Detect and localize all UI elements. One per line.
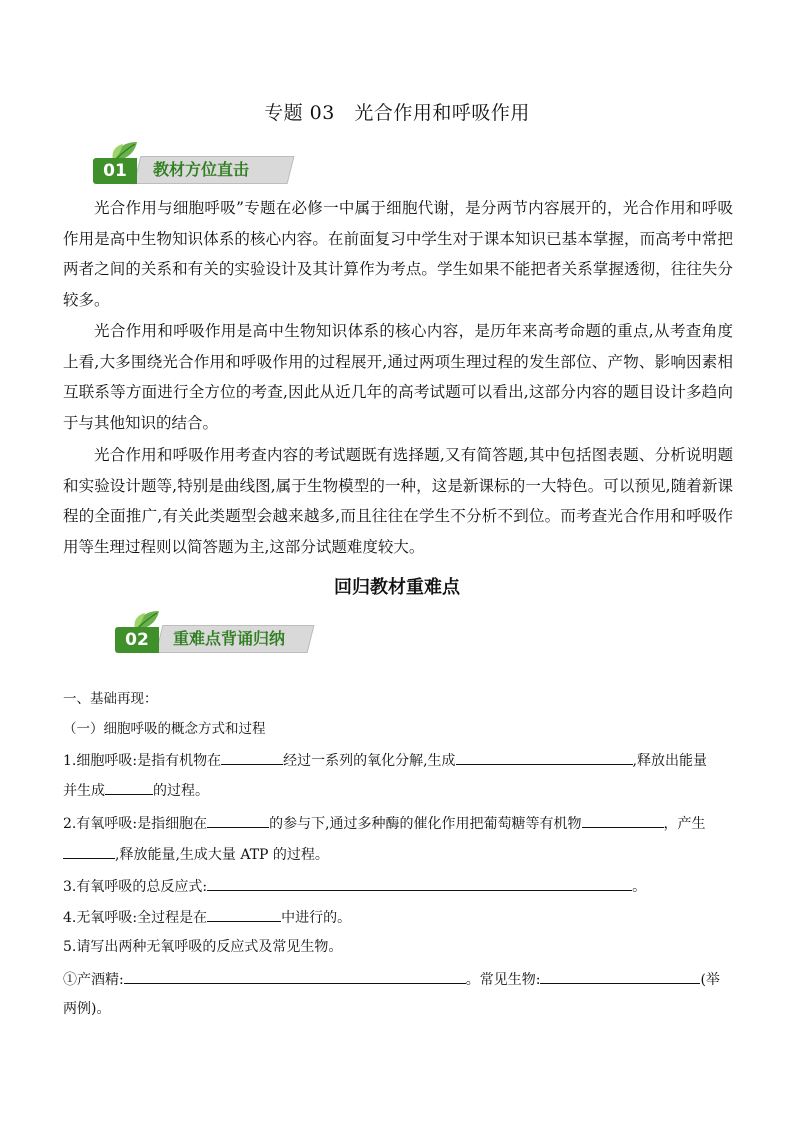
answer-blank[interactable] bbox=[207, 905, 281, 922]
question-2-line-1 bbox=[63, 811, 706, 833]
answer-blank[interactable] bbox=[207, 811, 269, 828]
q2-text-c: ，产生 bbox=[663, 816, 706, 832]
answer-blank[interactable] bbox=[456, 748, 633, 765]
question-2-line-2 bbox=[63, 842, 329, 864]
q5-item1-text-a: ①产酒精: bbox=[63, 972, 124, 988]
question-1-line-1 bbox=[63, 748, 707, 770]
answer-blank[interactable] bbox=[540, 967, 700, 984]
section-badge-01 bbox=[93, 152, 303, 186]
answer-blank[interactable] bbox=[63, 842, 115, 859]
q2-text-b: 的参与下,通过多种酶的催化作用把葡萄糖等有机物 bbox=[269, 816, 582, 832]
q1-text-c: ,释放出能量 bbox=[632, 753, 707, 769]
q2-text-d: ,释放能量,生成大量 ATP 的过程。 bbox=[115, 847, 329, 863]
q1-text-d: 并生成 bbox=[63, 783, 105, 799]
q3-text-b: 。 bbox=[632, 879, 647, 895]
q1-text-a: 1.细胞呼吸:是指有机物在 bbox=[63, 753, 222, 769]
q5-item1-text-b: 。常见生物: bbox=[465, 972, 541, 988]
q3-text-a: 3.有氧呼吸的总反应式: bbox=[63, 879, 208, 895]
q5-item1-text-c: (举 bbox=[700, 972, 720, 988]
question-3 bbox=[63, 874, 646, 896]
answer-blank[interactable] bbox=[207, 874, 632, 891]
intro-paragraph-2: 光合作用和呼吸作用是高中生物知识体系的核心内容，是历年来高考命题的重点,从考查角度上看,大多围绕光合作用和呼吸作用的过程展开,通过两项生理过程的发生部位、产物、影响因素相互联系等方面进行全方位的考查,因此从近几年的高考试题可以看出,这部分内容的题目设计多趋向于与其他知识的结合。 bbox=[63, 322, 733, 432]
question-4 bbox=[63, 905, 351, 927]
answer-blank[interactable] bbox=[124, 967, 466, 984]
q4-text-a: 4.无氧呼吸:全过程是在 bbox=[63, 910, 208, 926]
badge-number: 02 bbox=[115, 627, 159, 653]
intro-paragraph-1: 光合作用与细胞呼吸”专题在必修一中属于细胞代谢，是分两节内容展开的，光合作用和呼吸作用是高中生物知识体系的核心内容。在前面复习中学生对于课本知识已基本掌握，而高考中常把两者之间的关系和有关的实验设计及其计算作为考点。学生如果不能把者关系掌握透彻，往往失分较多。 bbox=[63, 199, 733, 309]
question-5-item-1-cont: 两例)。 bbox=[63, 1001, 111, 1017]
section-badge-02 bbox=[115, 621, 315, 655]
document-title: 专题 03 光合作用和呼吸作用 bbox=[264, 102, 530, 124]
badge-label: 教材方位直击 bbox=[153, 160, 250, 179]
intro-paragraph-3: 光合作用和呼吸作用考查内容的考试题既有选择题,又有简答题,其中包括图表题、分析说明题和实验设计题等,特别是曲线图,属于生物模型的一种，这是新课标的一大特色。可以预见,随着新课程的全面推广,有关此类题型会越来越多,而且往往在学生不分析不到位。而考查光合作用和呼吸作用等生理过程则以简答题为主,这部分试题难度较大。 bbox=[63, 446, 733, 556]
q4-text-b: 中进行的。 bbox=[281, 910, 352, 926]
question-1-line-2 bbox=[63, 778, 209, 800]
question-5: 5.请写出两种无氧呼吸的反应式及常见生物。 bbox=[63, 939, 343, 955]
answer-blank[interactable] bbox=[221, 748, 283, 765]
q2-text-a: 2.有氧呼吸:是指细胞在 bbox=[63, 816, 208, 832]
badge-label: 重难点背诵归纳 bbox=[173, 629, 286, 648]
section-heading: 回归教材重难点 bbox=[334, 577, 460, 598]
q1-text-b: 经过一系列的氧化分解,生成 bbox=[283, 753, 456, 769]
q1-text-e: 的过程。 bbox=[153, 783, 209, 799]
question-5-item-1 bbox=[63, 967, 720, 989]
basics-subheading: （一）细胞呼吸的概念方式和过程 bbox=[63, 721, 266, 737]
answer-blank[interactable] bbox=[582, 811, 664, 828]
basics-heading: 一、基础再现： bbox=[63, 691, 158, 707]
badge-number: 01 bbox=[93, 158, 137, 184]
answer-blank[interactable] bbox=[105, 778, 153, 795]
